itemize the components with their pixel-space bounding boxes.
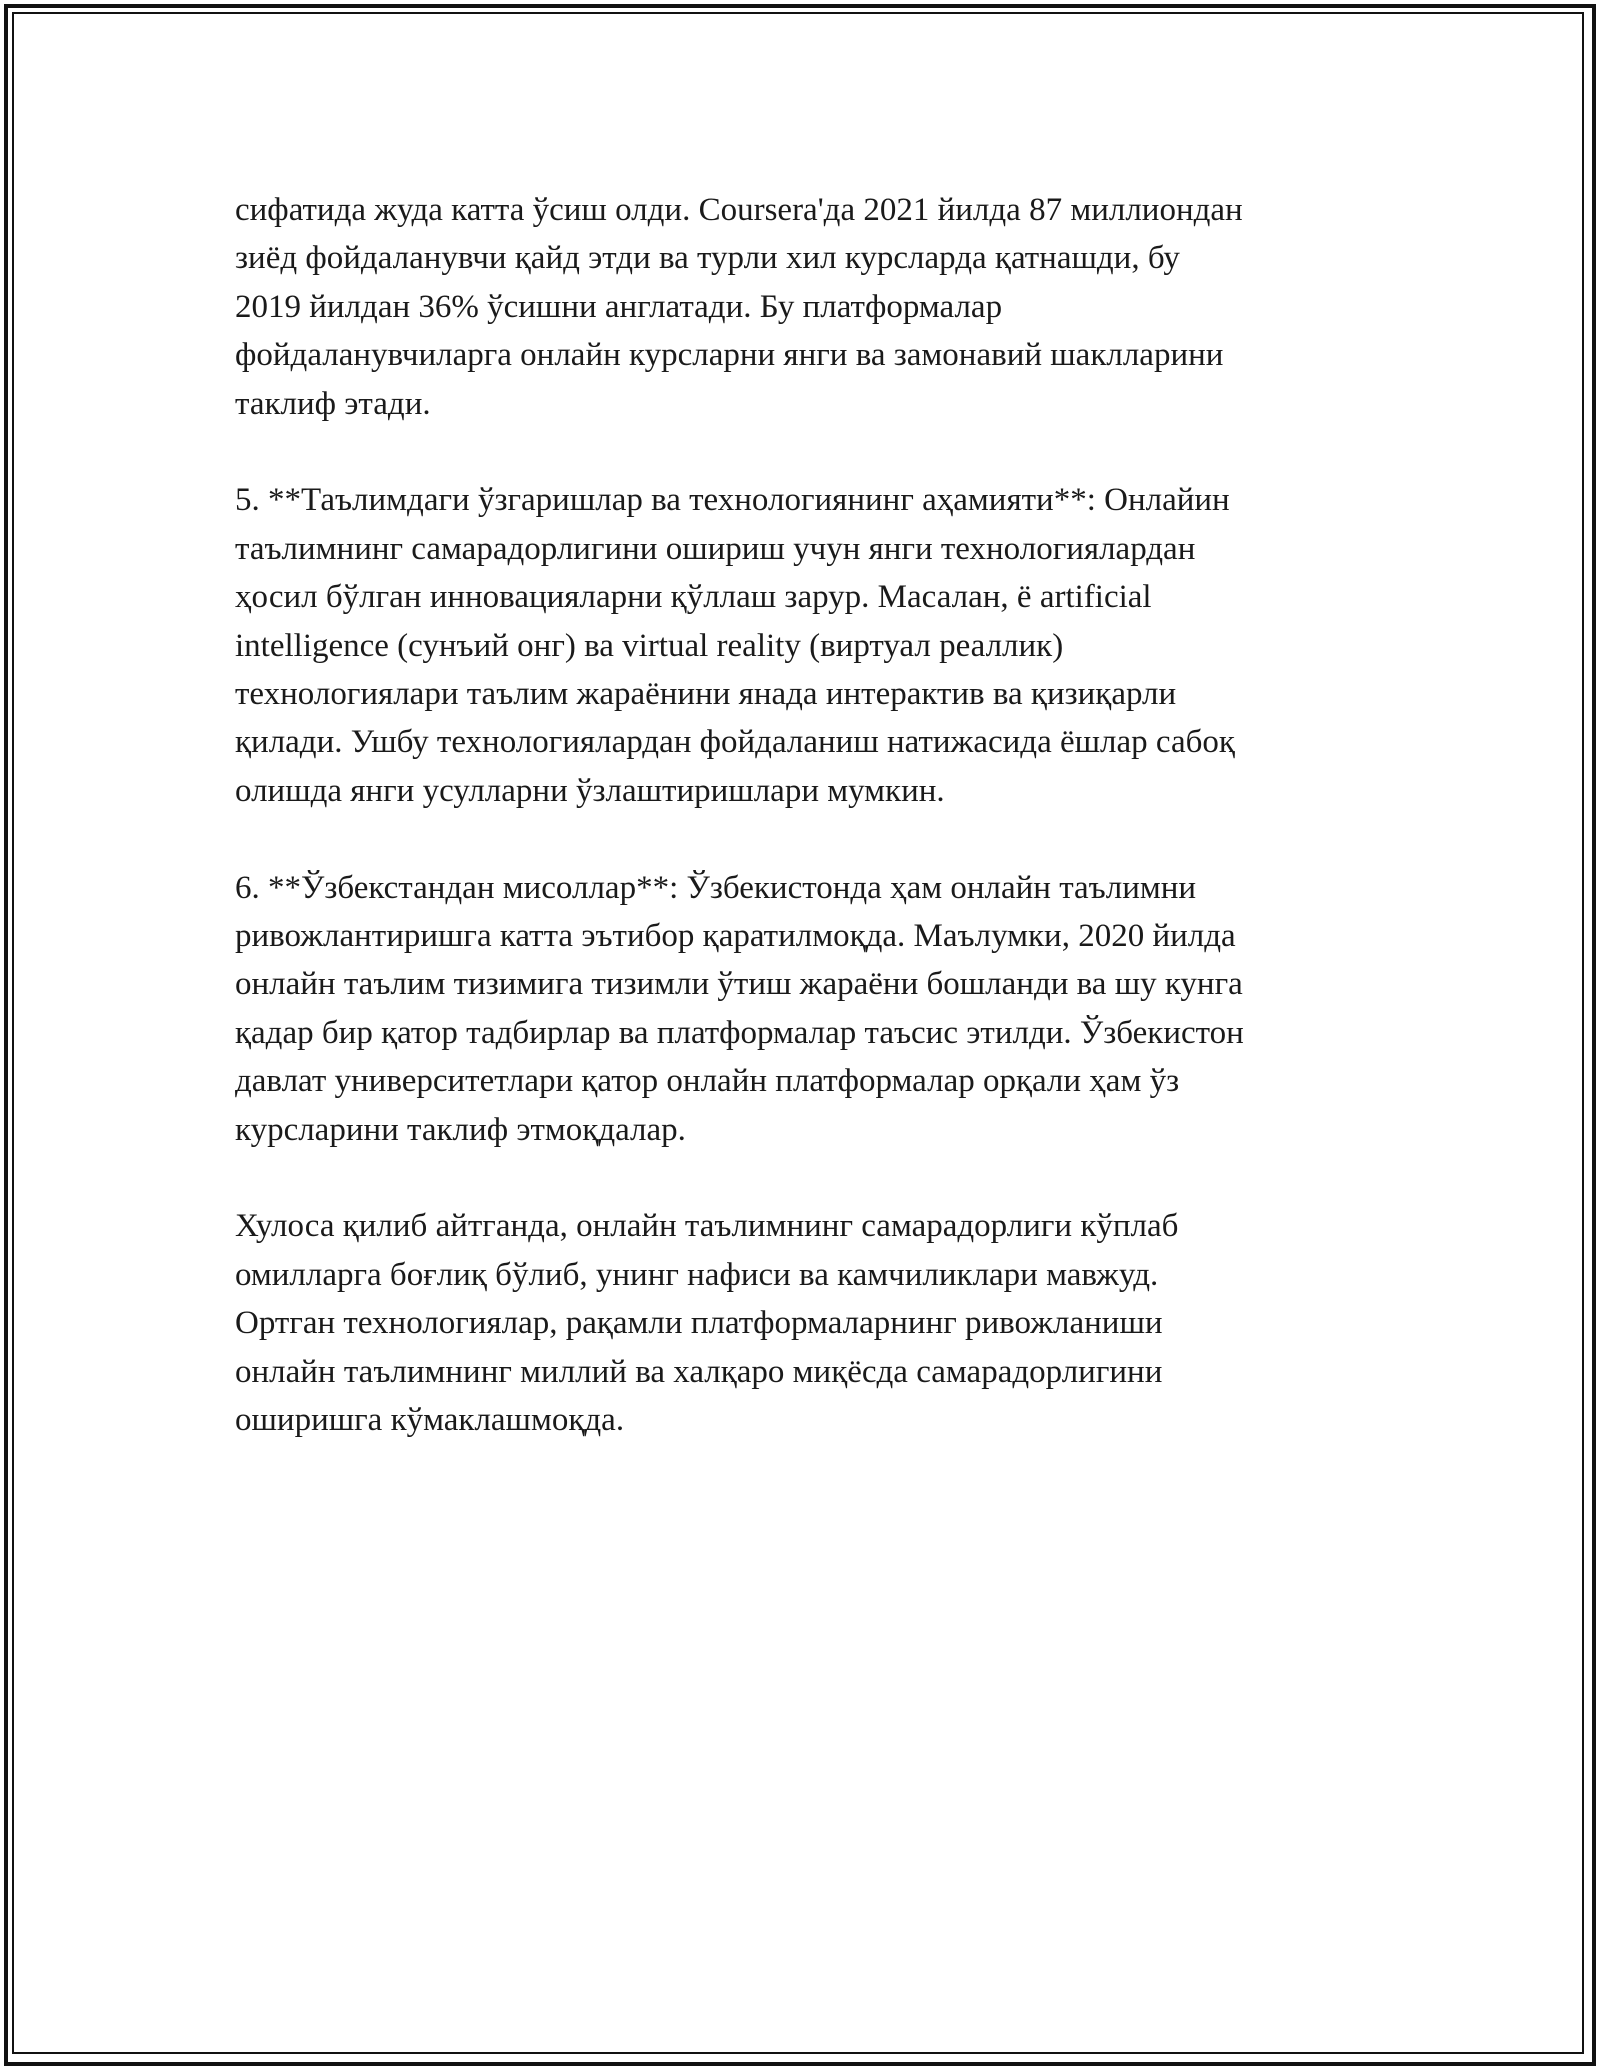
paragraph-conclusion: Хулоса қилиб айтганда, онлайн таълимнинг самарадорлиги кўплаб омилларга боғлиқ бўлиб, унинг нафиси ва камчиликлари мавжуд. Ортган технологиялар, рақамли платформаларнинг ривожланиши онлайн таълимнинг миллий ва халқаро миқёсда самарадорлигини оширишга кўмаклашмоқда. — [235, 1208, 1179, 1439]
document-body — [235, 186, 1375, 1445]
paragraph-growth-stats: сифатида жуда катта ўсиш олди. Coursera'да 2021 йилда 87 миллиондан зиёд фойдаланувчи қайд этди ва турли хил курсларда қатнашди, бу 2019 йилдан 36% ўсишни англатади. Бу платформалар фойдаланувчиларга онлайн курсларни янги ва замонавий шаклларини таклиф этади. — [235, 192, 1243, 422]
paragraph-uzbekistan-examples: 6. **Ўзбекстандан мисоллар**: Ўзбекистонда ҳам онлайн таълимни ривожлантиришга катта эътибор қаратилмоқда. Маълумки, 2020 йилда онлайн таълим тизимига тизимли ўтиш жараёни бошланди ва шу кунга қадар бир қатор тадбирлар ва платформалар таъсис этилди. Ўзбекистон давлат университетлари қатор онлайн платформалар орқали ҳам ўз курсларини таклиф этмоқдалар. — [235, 869, 1244, 1148]
paragraph-technology-changes: 5. **Таълимдаги ўзгаришлар ва технологиянинг аҳамияти**: Онлайин таълимнинг самарадорлигини ошириш учун янги технологиялардан ҳосил бўлган инновацияларни қўллаш зарур. Масалан, ё artificial intelligence (сунъий онг) ва virtual reality (виртуал реаллик) технологиялари таълим жараёнини янада интерактив ва қизиқарли қилади. Ушбу технологиялардан фойдаланиш натижасида ёшлар сабоқ олишда янги усулларни ўзлаштиришлари мумкин. — [235, 482, 1235, 809]
